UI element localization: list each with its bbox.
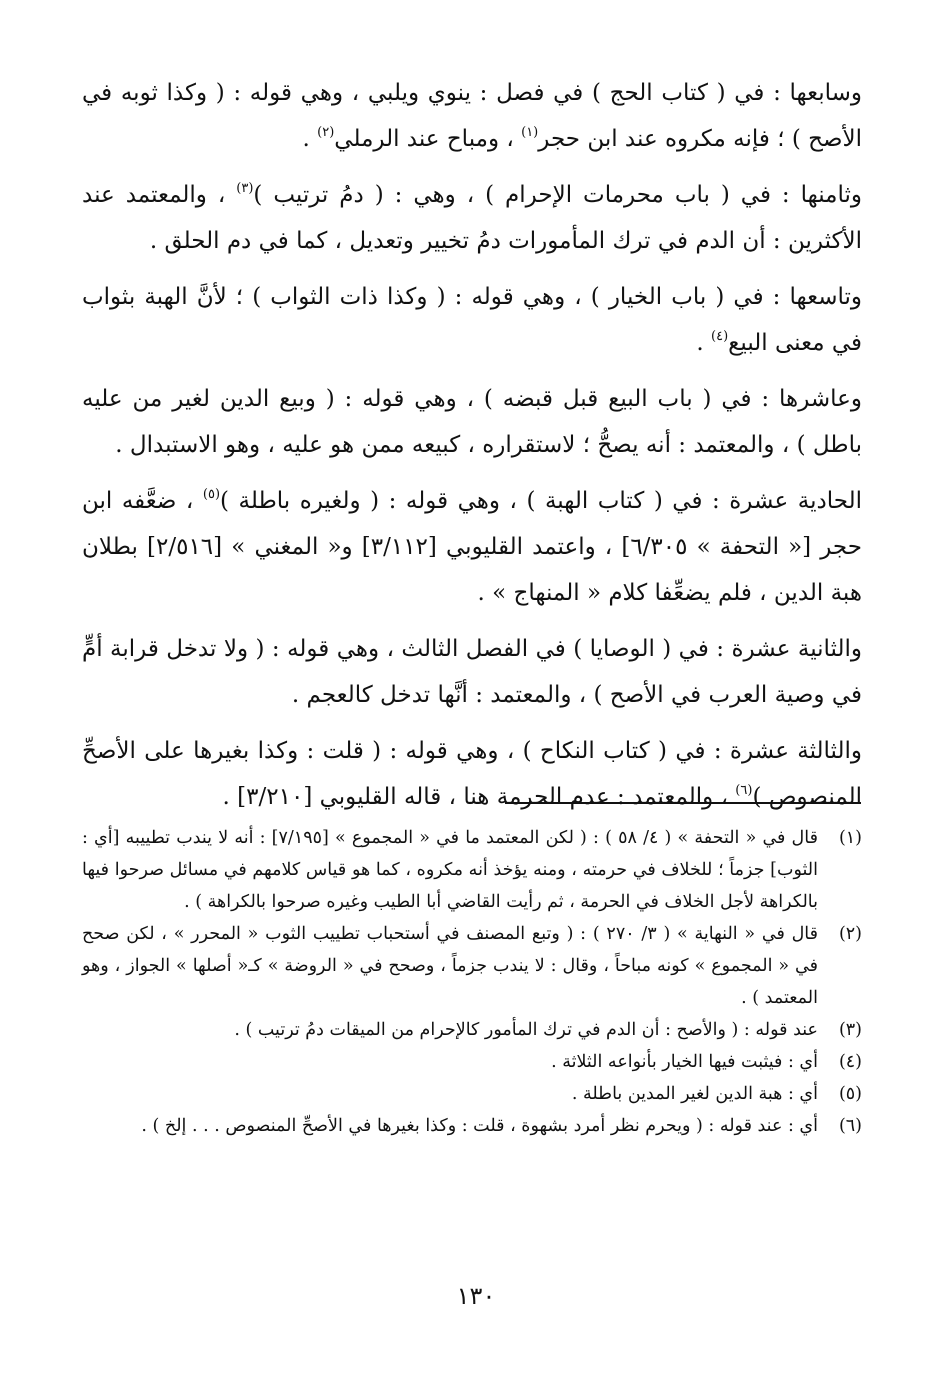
- paragraph-13: [82, 728, 862, 820]
- footnotes: [82, 822, 862, 1142]
- page-number: ١٣٠: [456, 1282, 496, 1310]
- paragraph-8: [82, 172, 862, 264]
- footnote-text: عند قوله : ( والأصح : أن الدم في ترك المأمور كالإحرام من الميقات دمُ ترتيب ) .: [234, 1020, 818, 1040]
- footnote-ref: (٤): [711, 329, 729, 344]
- paragraph-text: ، ومباح عند الرملي: [334, 126, 522, 152]
- footnote-item: [82, 822, 862, 918]
- footnote-ref: (١): [521, 125, 539, 140]
- footnote-number: (٢): [838, 924, 862, 944]
- footnote-divider: [505, 802, 861, 804]
- footnote-text: أي : هبة الدين لغير المدين باطلة .: [571, 1084, 818, 1104]
- paragraph-text: وسابعها : في ( كتاب الحج ) في فصل : ينوي ويلبي ، وهي قوله : ( وكذا ثوبه في الأصح ) ؛ فإنه مكروه عند ابن حجر: [82, 80, 862, 152]
- footnote-number: (٣): [838, 1020, 862, 1040]
- paragraph-11: [82, 478, 862, 616]
- paragraph-text: ، والمعتمد : عدم الحرمة هنا ، قاله القليوبي [٣/٢١٠] .: [222, 784, 736, 810]
- paragraph-text: وتاسعها : في ( باب الخيار ) ، وهي قوله : ( وكذا ذات الثواب ) ؛ لأنَّ الهبة بثواب في معنى البيع: [82, 284, 862, 356]
- paragraph-9: [82, 274, 862, 366]
- footnote-text: قال في « النهاية » ( ٣/ ٢٧٠ ) : ( وتبع المصنف في أستحباب تطييب الثوب « المحرر » ، لكن صحح في « المجموع » كونه مباحاً ، وقال : لا يندب جزماً ، وصحح في « الروضة » كـ« أصلها » الجواز ، وهو المعتمد ) .: [82, 924, 818, 1008]
- footnote-ref: (٥): [202, 487, 221, 502]
- paragraph-text: والثانية عشرة : في ( الوصايا ) في الفصل الثالث ، وهي قوله : ( ولا تدخل قرابة أمٍّ في وصية العرب في الأصح ) ، والمعتمد : أنَّها تدخل كالعجم .: [82, 636, 862, 708]
- footnote-ref: (٦): [735, 783, 753, 798]
- footnote-text: قال في « التحفة » ( ٤/ ٥٨ ) : ( لكن المعتمد ما في « المجموع » [٧/١٩٥] : أنه لا يندب تطييبه [أي : الثوب] جزماً ؛ للخلاف في حرمته ، ومنه يؤخذ أنه مكروه ، كما هو قياس كلامهم في مسائل صرحوا فيها بالكراهة لأجل الخلاف في الحرمة ، ثم رأيت القاضي أبا الطيب وغيره صرحوا بالكراهة ) .: [82, 828, 818, 912]
- footnote-ref: (٣): [236, 181, 254, 196]
- paragraph-7: [82, 70, 862, 162]
- footnote-number: (٦): [838, 1116, 862, 1136]
- paragraph-text: .: [696, 330, 712, 356]
- footnote-item: [82, 1110, 862, 1142]
- footnote-number: (١): [838, 828, 862, 848]
- footnote-number: (٥): [838, 1084, 862, 1104]
- footnote-item: [82, 1046, 862, 1078]
- paragraph-12: [82, 626, 862, 718]
- footnote-text: أي : عند قوله : ( ويحرم نظر أمرد بشهوة ، قلت : وكذا بغيرها في الأصحِّ المنصوص . . . إلخ ) .: [141, 1116, 818, 1136]
- paragraph-text: .: [302, 126, 318, 152]
- paragraph-text: ، ضعَّفه ابن حجر [« التحفة » ٦/٣٠٥] ، واعتمد القليوبي [٣/١١٢] و« المغني » [٢/٥١٦] بطلان هبة الدين ، فلم يضعِّفا كلام « المنهاج » .: [82, 488, 862, 606]
- footnote-item: [82, 1078, 862, 1110]
- footnote-number: (٤): [838, 1052, 862, 1072]
- footnote-ref: (٢): [317, 125, 335, 140]
- paragraph-text: وعاشرها : في ( باب البيع قبل قبضه ) ، وهي قوله : ( وبيع الدين لغير من عليه باطل ) ، والمعتمد : أنه يصحُّ ؛ لاستقراره ، كبيعه ممن هو عليه ، وهو الاستبدال .: [82, 386, 862, 458]
- footnote-item: [82, 918, 862, 1014]
- paragraph-text: وثامنها : في ( باب محرمات الإحرام ) ، وهي : ( دمُ ترتيب ): [253, 182, 862, 208]
- paragraph-text: ، والمعتمد عند الأكثرين : أن الدم في ترك المأمورات دمُ تخيير وتعديل ، كما في دم الحلق .: [82, 182, 862, 254]
- paragraph-10: [82, 376, 862, 468]
- paragraph-text: الحادية عشرة : في ( كتاب الهبة ) ، وهي قوله : ( ولغيره باطلة ): [220, 488, 862, 514]
- footnote-text: أي : فيثبت فيها الخيار بأنواعه الثلاثة .: [551, 1052, 818, 1072]
- footnote-item: [82, 1014, 862, 1046]
- paragraph-text: والثالثة عشرة : في ( كتاب النكاح ) ، وهي قوله : ( قلت : وكذا بغيرها على الأصحِّ المنصوص ): [82, 738, 862, 810]
- main-text: [82, 70, 862, 830]
